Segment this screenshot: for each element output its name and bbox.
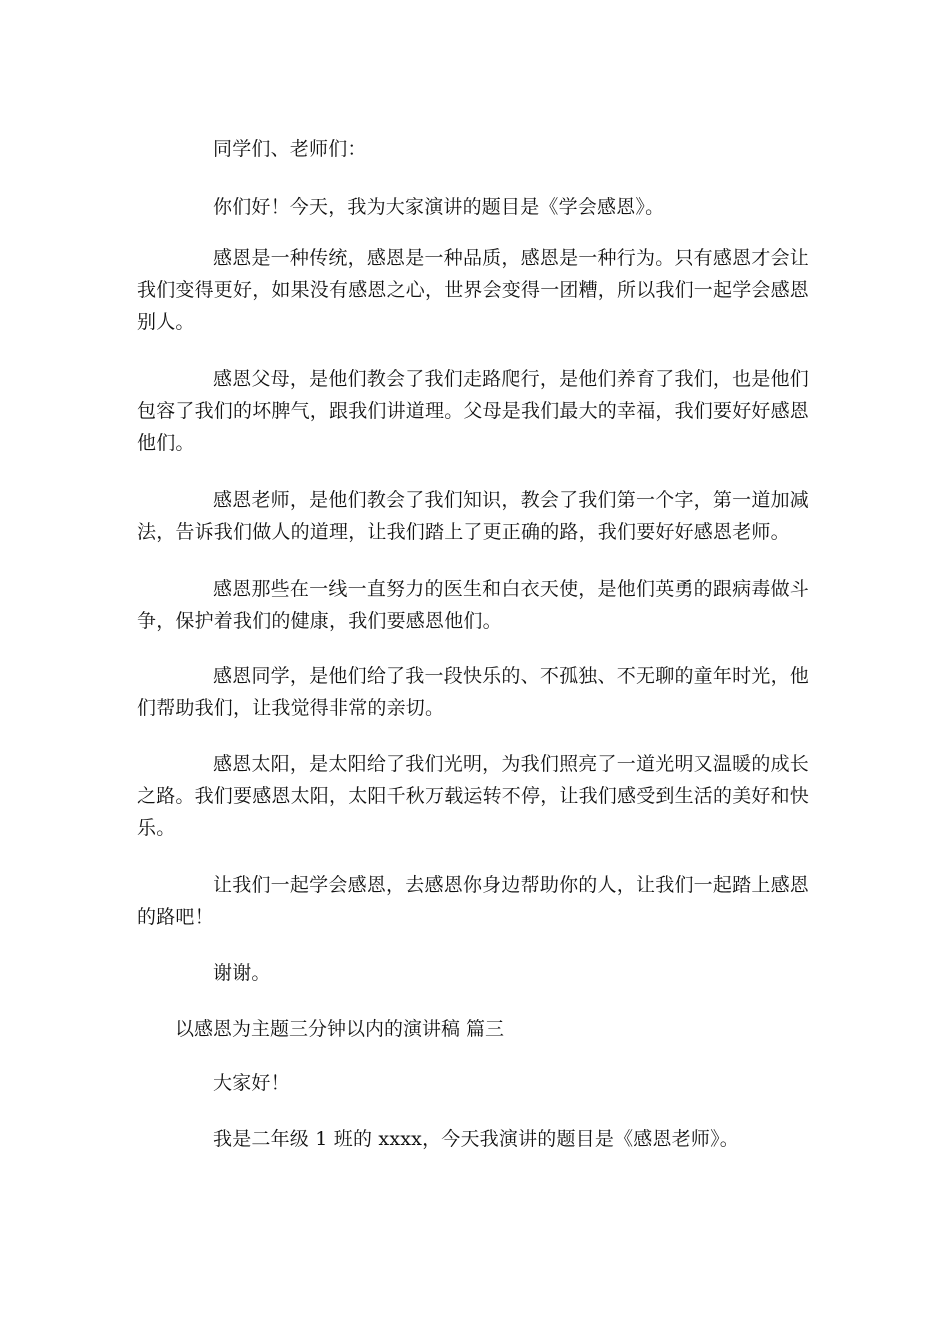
greeting-paragraph: 同学们、老师们： xyxy=(213,138,367,160)
section-intro: 我是二年级 1 班的 xxxx，今天我演讲的题目是《感恩老师》。 xyxy=(213,1128,739,1150)
thanks-paragraph: 谢谢。 xyxy=(213,962,271,984)
closing-paragraph: 让我们一起学会感恩，去感恩你身边帮助你的人，让我们一起踏上感恩的路吧！ xyxy=(137,874,809,928)
section-greeting: 大家好！ xyxy=(213,1072,290,1094)
section-title: 以感恩为主题三分钟以内的演讲稿 篇三 xyxy=(175,1018,505,1040)
body-paragraph: 感恩同学，是他们给了我一段快乐的、不孤独、不无聊的童年时光，他们帮助我们，让我觉得非常的亲切。 xyxy=(137,665,809,719)
body-paragraph: 感恩太阳，是太阳给了我们光明，为我们照亮了一道光明又温暖的成长之路。我们要感恩太阳，太阳千秋万载运转不停，让我们感受到生活的美好和快乐。 xyxy=(137,753,810,839)
body-paragraph: 感恩是一种传统，感恩是一种品质，感恩是一种行为。只有感恩才会让我们变得更好，如果没有感恩之心，世界会变得一团糟，所以我们一起学会感恩别人。 xyxy=(137,247,810,333)
body-paragraph: 感恩那些在一线一直努力的医生和白衣天使，是他们英勇的跟病毒做斗争，保护着我们的健康，我们要感恩他们。 xyxy=(137,578,809,632)
intro-paragraph: 你们好！今天，我为大家演讲的题目是《学会感恩》。 xyxy=(213,196,665,218)
body-paragraph: 感恩父母，是他们教会了我们走路爬行，是他们养育了我们，也是他们包容了我们的坏脾气，跟我们讲道理。父母是我们最大的幸福，我们要好好感恩他们。 xyxy=(137,368,810,454)
body-paragraph: 感恩老师，是他们教会了我们知识，教会了我们第一个字，第一道加减法，告诉我们做人的道理，让我们踏上了更正确的路，我们要好好感恩老师。 xyxy=(137,489,809,543)
